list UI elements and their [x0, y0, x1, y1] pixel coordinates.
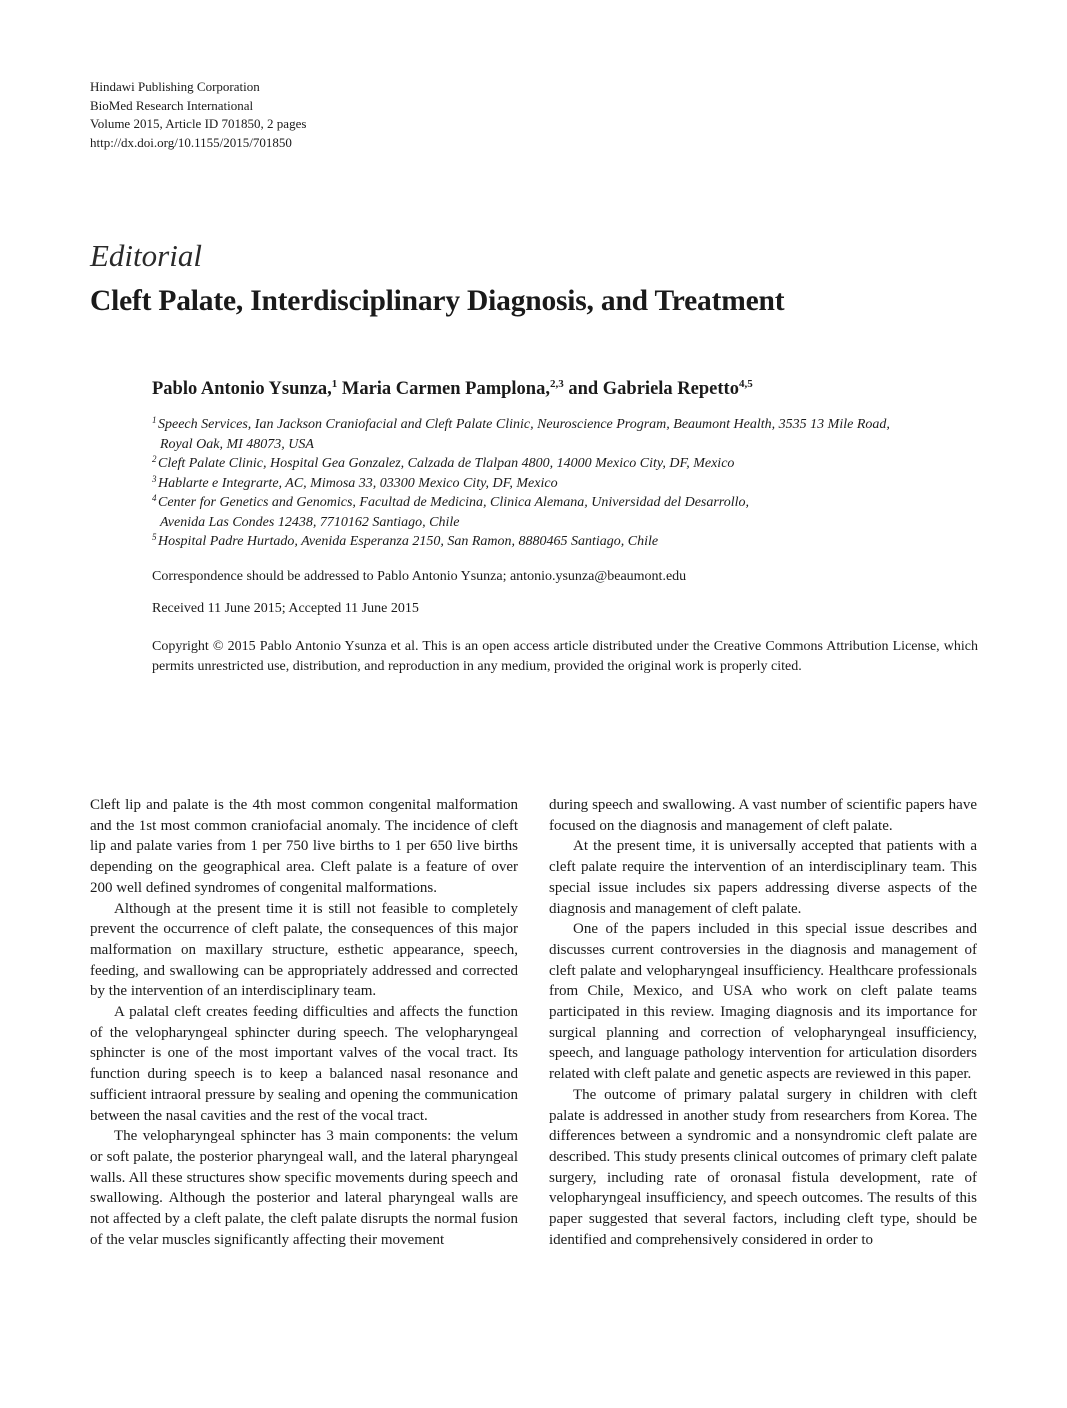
- author-affiliation-marker: 2,3: [549, 378, 564, 390]
- affiliation-text: Cleft Palate Clinic, Hospital Gea Gonzalez, Calzada de Tlalpan 4800, 14000 Mexico City, DF, Mexico: [158, 456, 735, 471]
- affiliation-number: 1: [152, 415, 157, 425]
- body-column-right: [549, 795, 977, 1250]
- article-type: Editorial: [90, 238, 202, 273]
- body-paragraph: during speech and swallowing. A vast number of scientific papers have focused on the diagnosis and management of cleft palate.: [549, 797, 977, 834]
- body-paragraph: The outcome of primary palatal surgery in children with cleft palate is addressed in another study from researchers from Korea. The differences between a syndromic and a nonsyndromic cleft palate are described. This study presents clinical outcomes of primary cleft palate surgery, including rate of oronasal fistula development, rate of velopharyngeal insufficiency, and speech outcomes. The results of this paper suggested that several factors, including cleft type, should be identified and comprehensively considered in order to: [549, 1086, 977, 1248]
- body-paragraph: Cleft lip and palate is the 4th most common congenital malformation and the 1st most common craniofacial anomaly. The incidence of cleft lip and palate varies from 1 per 750 live births to 1 per 650 live births depending on the geographical area. Cleft palate is a feature of over 200 well defined syndromes of congenital malformations.: [90, 797, 518, 896]
- journal-header: [90, 78, 306, 152]
- publisher-name: Hindawi Publishing Corporation: [90, 79, 260, 94]
- affiliation: [152, 415, 982, 454]
- affiliation-number: 2: [152, 454, 157, 464]
- affiliation-text: Speech Services, Ian Jackson Craniofacial and Cleft Palate Clinic, Neuroscience Program, Beaumont Health, 3535 13 Mile Road,: [158, 417, 890, 432]
- affiliation-text-continued: Royal Oak, MI 48073, USA: [160, 436, 314, 452]
- body-column-left: [90, 795, 518, 1250]
- volume-info: Volume 2015, Article ID 701850, 2 pages: [90, 116, 307, 131]
- affiliation: [152, 454, 982, 474]
- author-name: Maria Carmen Pamplona,: [341, 379, 550, 399]
- affiliation: [152, 493, 982, 532]
- affiliation-text: Center for Genetics and Genomics, Facultad de Medicina, Clinica Alemana, Universidad del Desarrollo,: [158, 495, 750, 510]
- correspondence-note: Correspondence should be addressed to Pablo Antonio Ysunza; antonio.ysunza@beaumont.edu: [152, 569, 687, 584]
- article-title: Cleft Palate, Interdisciplinary Diagnosis, and Treatment: [90, 285, 785, 317]
- author-affiliation-marker: 4,5: [738, 378, 753, 390]
- body-paragraph: One of the papers included in this special issue describes and discusses current controversies in the diagnosis and management of cleft palate and velopharyngeal insufficiency. Healthcare professionals from Chile, Mexico, and USA who work on cleft palate teams participated in this review. Imaging diagnosis and its importance for surgical planning and correction of velopharyngeal insufficiency, speech, and language pathology intervention for articulation disorders related with cleft palate and genetic aspects are reviewed in this paper.: [549, 921, 977, 1083]
- author-list: [152, 376, 753, 402]
- affiliation-number: 5: [152, 532, 157, 542]
- body-paragraph: The velopharyngeal sphincter has 3 main components: the velum or soft palate, the posterior pharyngeal wall, and the lateral pharyngeal walls. All these structures show specific movements during speech and swallowing. Although the posterior and lateral pharyngeal walls are not affected by a cleft palate, the cleft palate disrupts the normal fusion of the velar muscles significantly affecting their movement: [90, 1128, 518, 1248]
- body-paragraph: At the present time, it is universally accepted that patients with a cleft palate require the intervention of an interdisciplinary team. This special issue includes six papers addressing diverse aspects of the diagnosis and management of cleft palate.: [549, 838, 977, 917]
- author-name: and Gabriela Repetto: [568, 379, 739, 399]
- affiliation-list: [152, 415, 982, 552]
- body-paragraph: Although at the present time it is still not feasible to completely prevent the occurrence of cleft palate, the consequences of this major malformation on maxillary structure, esthetic appearance, speech, feeding, and swallowing can be appropriately addressed and corrected by the intervention of an interdisciplinary team.: [90, 900, 518, 1000]
- affiliation-text: Hablarte e Integrarte, AC, Mimosa 33, 03300 Mexico City, DF, Mexico: [158, 475, 558, 491]
- body-paragraph: A palatal cleft creates feeding difficulties and affects the function of the velopharyngeal sphincter during speech. The velopharyngeal sphincter is one of the most important valves of the vocal tract. Its function during speech is to keep a balanced nasal resonance and sufficient intraoral pressure by sealing and opening the communication between the nasal cavities and the rest of the vocal tract.: [90, 1004, 518, 1124]
- received-dates: Received 11 June 2015; Accepted 11 June 2015: [152, 601, 419, 616]
- affiliation-number: 4: [152, 493, 157, 503]
- affiliation-text: Hospital Padre Hurtado, Avenida Esperanza 2150, San Ramon, 8880465 Santiago, Chile: [158, 534, 659, 549]
- author-affiliation-marker: 1: [331, 378, 338, 390]
- affiliation-text-continued: Avenida Las Condes 12438, 7710162 Santiago, Chile: [160, 514, 460, 530]
- author-name: Pablo Antonio Ysunza,: [152, 379, 332, 399]
- affiliation: [152, 532, 982, 552]
- doi-link[interactable]: http://dx.doi.org/10.1155/2015/701850: [90, 134, 292, 150]
- copyright-notice: Copyright © 2015 Pablo Antonio Ysunza et al. This is an open access article distributed under the Creative Commons Attribution License, which permits unrestricted use, distribution, and reproduction in any medium, provided the original work is properly cited.: [152, 639, 978, 674]
- affiliation-number: 3: [152, 473, 157, 484]
- affiliation: [152, 474, 982, 494]
- journal-name: BioMed Research International: [90, 97, 254, 113]
